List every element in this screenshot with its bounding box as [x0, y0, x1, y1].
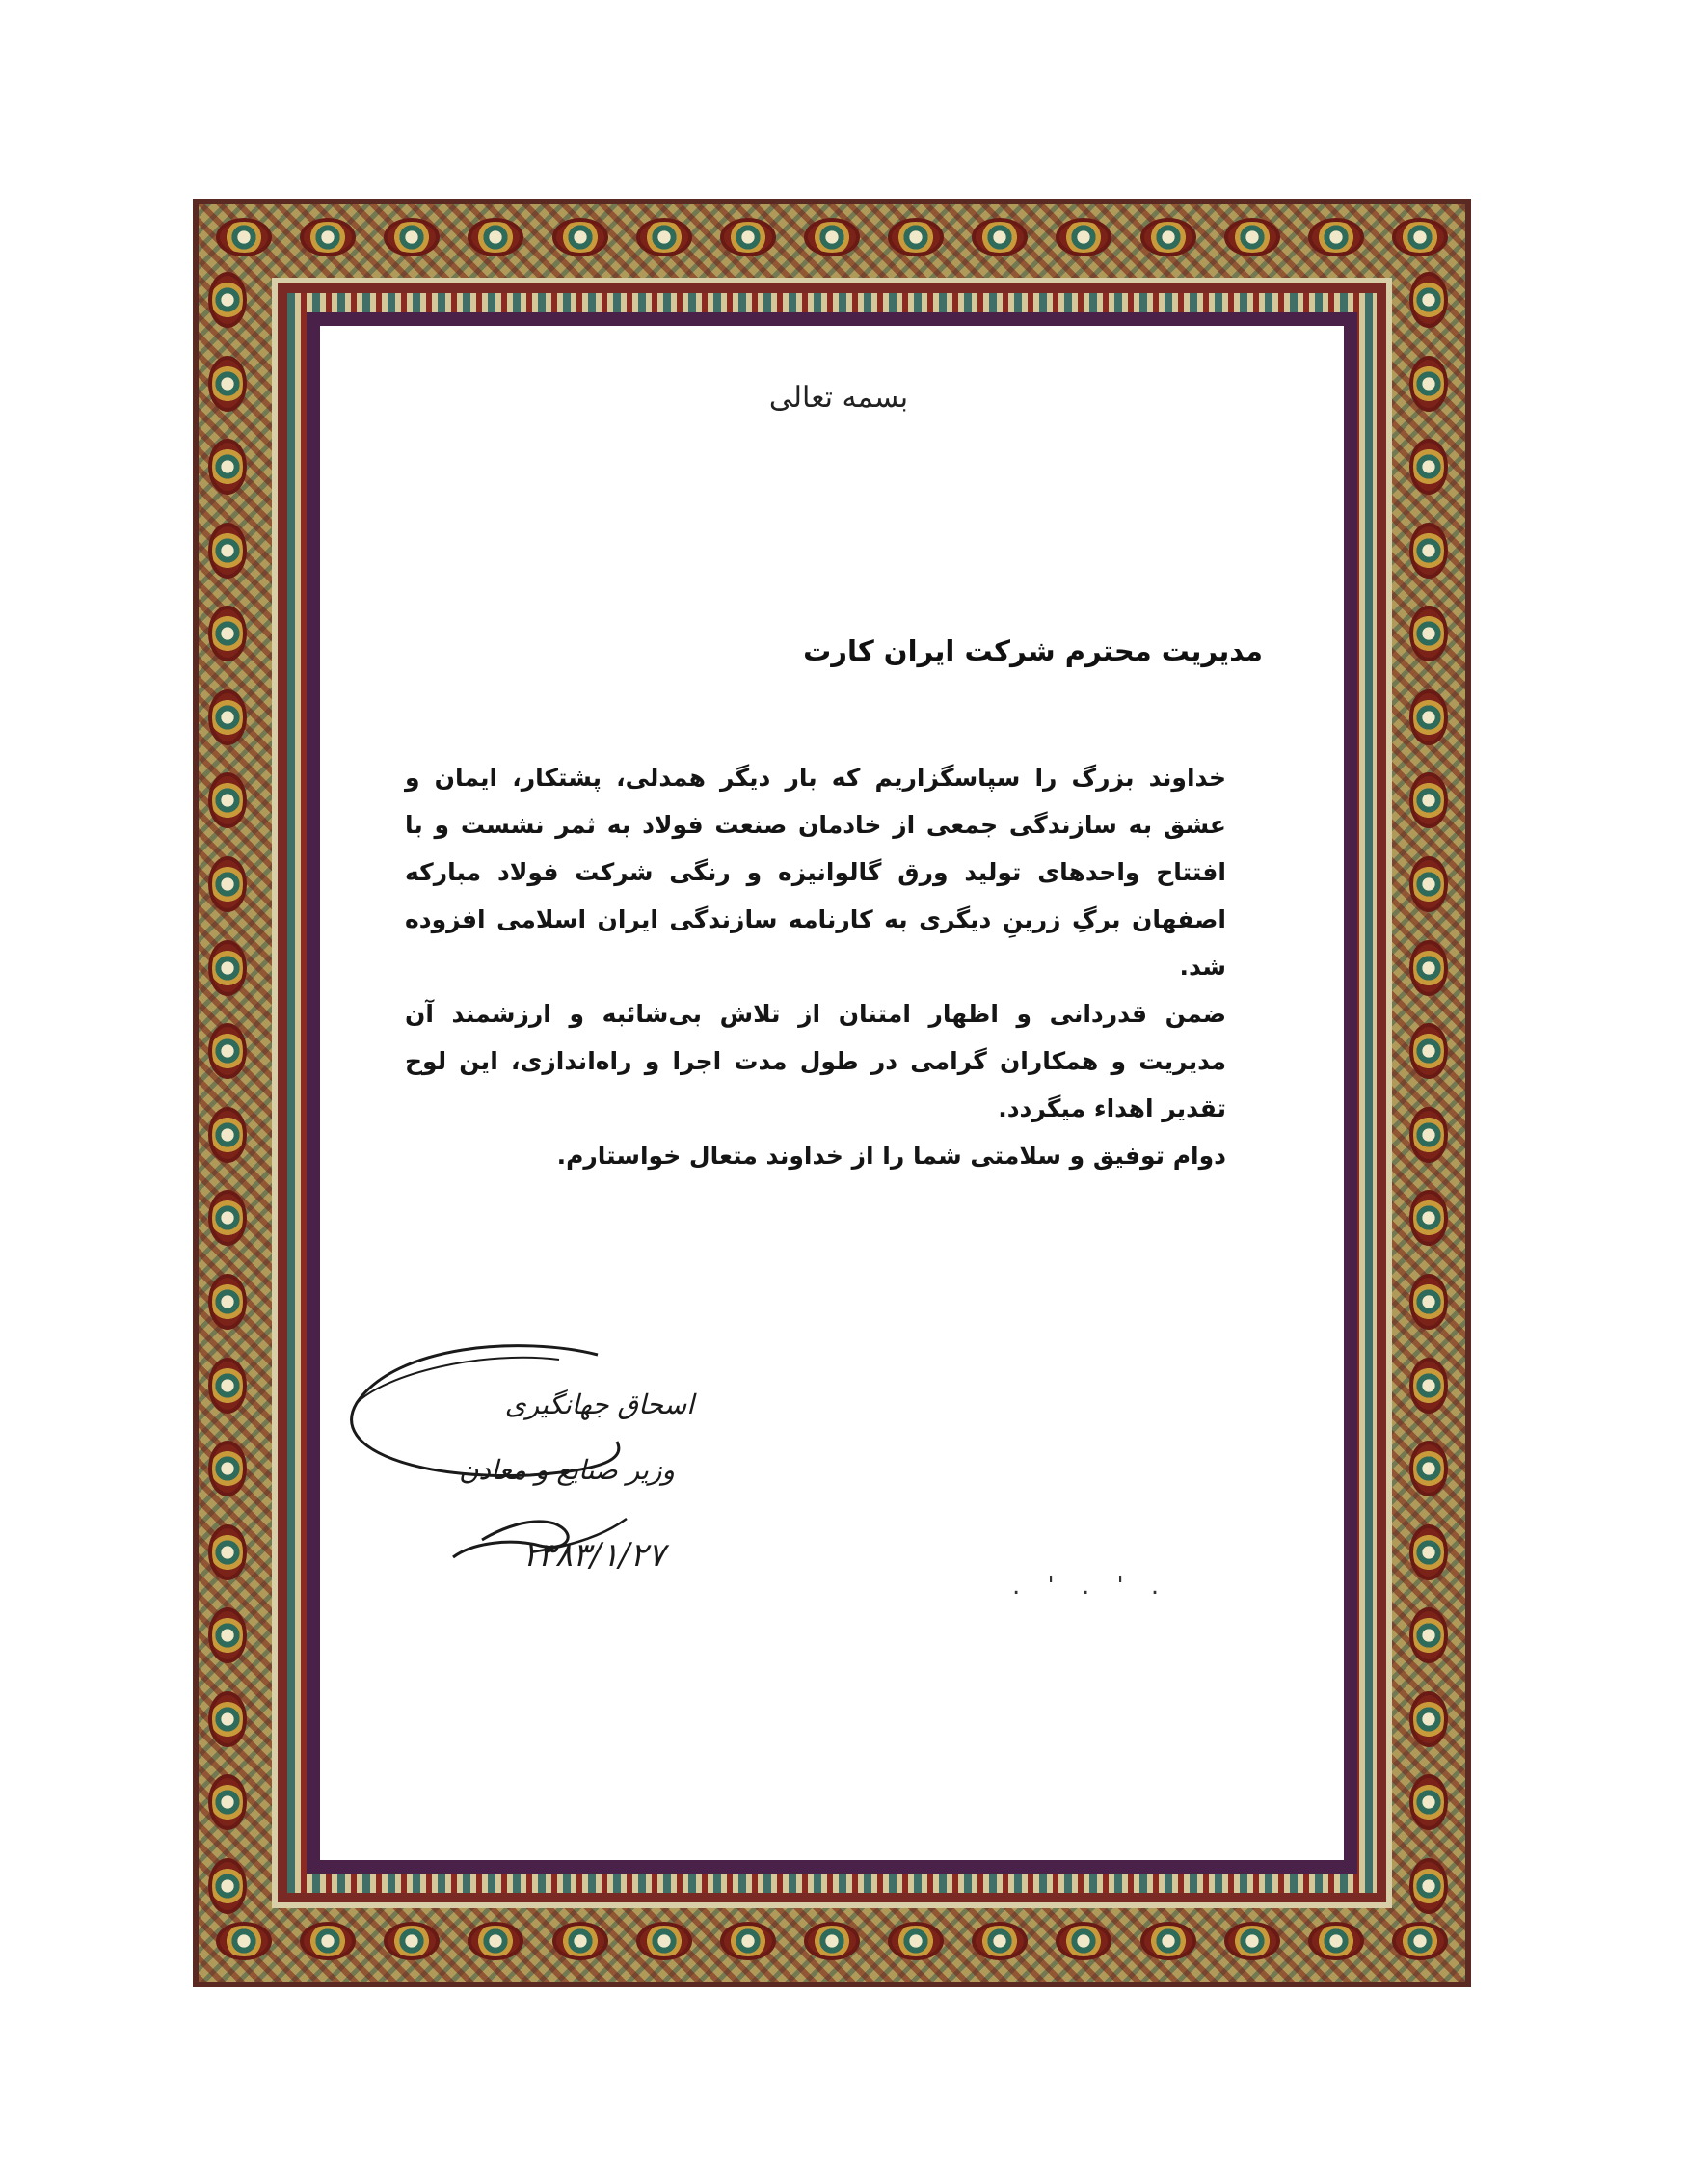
medallion-ornament — [1140, 218, 1196, 256]
paragraph: ضمن قدردانی و اظهار امتنان از تلاش بی‌شائبه و ارزشمند آن مدیریت و همکاران گرامی در طول مدت اجرا و راه‌اندازی، این لوح تقدیر اهداء میگردد. — [405, 1000, 1226, 1122]
medallion-ornament — [208, 1441, 247, 1496]
medallion-ornament — [888, 218, 944, 256]
frame-left-medallions — [208, 272, 254, 1914]
medallion-ornament — [972, 1922, 1028, 1960]
medallion-ornament — [208, 940, 247, 996]
medallion-ornament — [208, 1107, 247, 1163]
signatory-name: اسحاق جهانگیری — [504, 1389, 694, 1420]
medallion-ornament — [384, 218, 440, 256]
medallion-ornament — [208, 1524, 247, 1580]
medallion-ornament — [1409, 1023, 1448, 1079]
medallion-ornament — [1409, 1441, 1448, 1496]
medallion-ornament — [1409, 272, 1448, 328]
medallion-ornament — [208, 1691, 247, 1747]
medallion-ornament — [636, 1922, 692, 1960]
medallion-ornament — [208, 1023, 247, 1079]
medallion-ornament — [208, 1607, 247, 1663]
medallion-ornament — [300, 1922, 356, 1960]
medallion-ornament — [1409, 1607, 1448, 1663]
medallion-ornament — [1056, 218, 1111, 256]
medallion-ornament — [208, 689, 247, 745]
medallion-ornament — [216, 218, 272, 256]
medallion-ornament — [1409, 1858, 1448, 1914]
medallion-ornament — [552, 1922, 608, 1960]
medallion-ornament — [1409, 940, 1448, 996]
medallion-ornament — [1409, 772, 1448, 828]
medallion-ornament — [1409, 1274, 1448, 1330]
medallion-ornament — [1409, 1107, 1448, 1163]
medallion-ornament — [468, 1922, 523, 1960]
medallion-ornament — [1409, 1774, 1448, 1830]
medallion-ornament — [552, 218, 608, 256]
medallion-ornament — [1409, 523, 1448, 579]
medallion-ornament — [1409, 689, 1448, 745]
medallion-ornament — [1224, 218, 1280, 256]
medallion-ornament — [1056, 1922, 1111, 1960]
medallion-ornament — [1308, 218, 1364, 256]
medallion-ornament — [208, 523, 247, 579]
medallion-ornament — [1392, 218, 1448, 256]
medallion-ornament — [1140, 1922, 1196, 1960]
medallion-ornament — [208, 1358, 247, 1414]
medallion-ornament — [1409, 1691, 1448, 1747]
basmala-heading: بسمه تعالی — [768, 381, 909, 415]
medallion-ornament — [208, 439, 247, 495]
medallion-ornament — [216, 1922, 272, 1960]
medallion-ornament — [1409, 1524, 1448, 1580]
medallion-ornament — [1409, 856, 1448, 912]
frame-bottom-medallions — [216, 1922, 1448, 1968]
medallion-ornament — [1409, 356, 1448, 412]
medallion-ornament — [468, 218, 523, 256]
medallion-ornament — [972, 218, 1028, 256]
medallion-ornament — [720, 1922, 776, 1960]
medallion-ornament — [1392, 1922, 1448, 1960]
frame-top-medallions — [216, 218, 1448, 264]
medallion-ornament — [888, 1922, 944, 1960]
medallion-ornament — [208, 772, 247, 828]
medallion-ornament — [804, 1922, 860, 1960]
medallion-ornament — [208, 1774, 247, 1830]
medallion-ornament — [300, 218, 356, 256]
recipient-line: مدیریت محترم شرکت ایران کارت — [803, 634, 1263, 667]
medallion-ornament — [1224, 1922, 1280, 1960]
medallion-ornament — [1308, 1922, 1364, 1960]
medallion-ornament — [1409, 1190, 1448, 1246]
medallion-ornament — [804, 218, 860, 256]
paragraph: خداوند بزرگ را سپاسگزاریم که بار دیگر همدلی، پشتکار، ایمان و عشق به سازندگی جمعی از خادمان صنعت فولاد به ثمر نشست و با افتتاح واحدهای تولید ورق گالوانیزه و رنگی شرکت فولاد مبارکه اصفهان برگِ زرینِ دیگری به کارنامه سازندگی ایران اسلامی افزوده شد. — [405, 764, 1226, 981]
medallion-ornament — [636, 218, 692, 256]
signatory-title: وزیر صنایع و معادن — [458, 1454, 675, 1486]
medallion-ornament — [208, 1858, 247, 1914]
medallion-ornament — [720, 218, 776, 256]
medallion-ornament — [208, 272, 247, 328]
medallion-ornament — [208, 856, 247, 912]
paragraph: دوام توفیق و سلامتی شما را از خداوند متعال خواستارم. — [556, 1142, 1226, 1170]
letter-body — [405, 754, 1263, 1179]
medallion-ornament — [1409, 1358, 1448, 1414]
frame-right-medallions — [1409, 272, 1456, 1914]
medallion-ornament — [208, 356, 247, 412]
medallion-ornament — [208, 1274, 247, 1330]
stray-marks: . ' . ' . — [1012, 1572, 1169, 1601]
medallion-ornament — [1409, 439, 1448, 495]
medallion-ornament — [384, 1922, 440, 1960]
medallion-ornament — [1409, 606, 1448, 661]
signature-date: ۱۳۸۳/۱/۲۷ — [520, 1536, 665, 1575]
medallion-ornament — [208, 1190, 247, 1246]
medallion-ornament — [208, 606, 247, 661]
